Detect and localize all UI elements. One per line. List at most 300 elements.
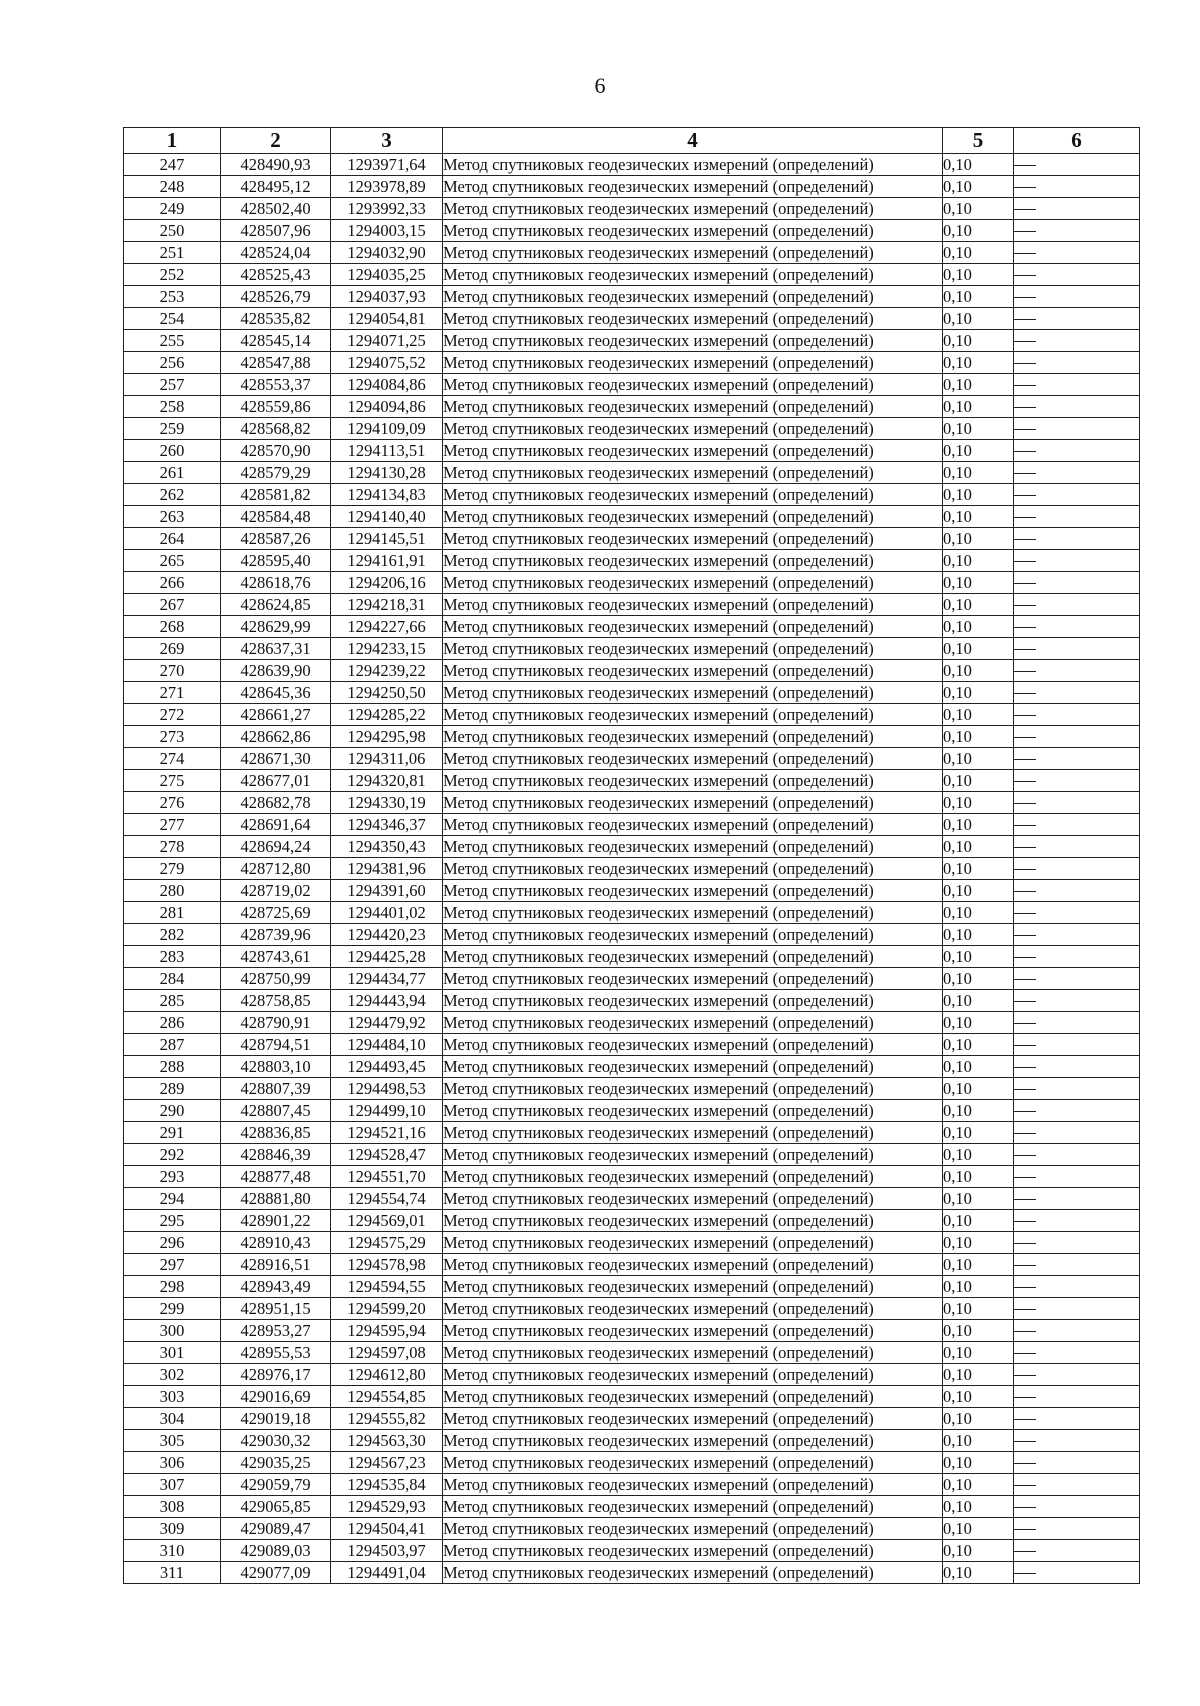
dash-mark — [1014, 1331, 1036, 1332]
point-number-cell: 250 — [124, 220, 221, 242]
empty-dash-cell — [1014, 242, 1140, 264]
table-row — [124, 880, 1140, 902]
method-cell: Метод спутниковых геодезических измерений (определений) — [443, 550, 943, 572]
precision-cell: 0,10 — [943, 726, 1014, 748]
precision-cell: 0,10 — [943, 1364, 1014, 1386]
table-row — [124, 682, 1140, 704]
dash-mark — [1014, 561, 1036, 562]
table-row — [124, 1276, 1140, 1298]
method-cell: Метод спутниковых геодезических измерений (определений) — [443, 572, 943, 594]
point-number-cell: 285 — [124, 990, 221, 1012]
table-row — [124, 902, 1140, 924]
precision-cell: 0,10 — [943, 682, 1014, 704]
precision-cell: 0,10 — [943, 1298, 1014, 1320]
precision-cell: 0,10 — [943, 484, 1014, 506]
dash-mark — [1014, 1397, 1036, 1398]
x-coordinate-cell: 428739,96 — [221, 924, 331, 946]
x-coordinate-cell: 428584,48 — [221, 506, 331, 528]
precision-cell: 0,10 — [943, 330, 1014, 352]
empty-dash-cell — [1014, 1342, 1140, 1364]
x-coordinate-cell: 428677,01 — [221, 770, 331, 792]
table-row — [124, 968, 1140, 990]
y-coordinate-cell: 1294434,77 — [331, 968, 443, 990]
precision-cell: 0,10 — [943, 814, 1014, 836]
method-cell: Метод спутниковых геодезических измерений (определений) — [443, 594, 943, 616]
dash-mark — [1014, 825, 1036, 826]
x-coordinate-cell: 428671,30 — [221, 748, 331, 770]
dash-mark — [1014, 165, 1036, 166]
y-coordinate-cell: 1294145,51 — [331, 528, 443, 550]
method-cell: Метод спутниковых геодезических измерений (определений) — [443, 1474, 943, 1496]
x-coordinate-cell: 428794,51 — [221, 1034, 331, 1056]
point-number-cell: 308 — [124, 1496, 221, 1518]
precision-cell: 0,10 — [943, 528, 1014, 550]
table-row — [124, 748, 1140, 770]
column-header: 5 — [943, 128, 1014, 154]
point-number-cell: 253 — [124, 286, 221, 308]
y-coordinate-cell: 1294535,84 — [331, 1474, 443, 1496]
precision-cell: 0,10 — [943, 242, 1014, 264]
empty-dash-cell — [1014, 638, 1140, 660]
empty-dash-cell — [1014, 220, 1140, 242]
table-row — [124, 374, 1140, 396]
y-coordinate-cell: 1294381,96 — [331, 858, 443, 880]
x-coordinate-cell: 428595,40 — [221, 550, 331, 572]
x-coordinate-cell: 428624,85 — [221, 594, 331, 616]
table-row — [124, 1166, 1140, 1188]
empty-dash-cell — [1014, 1254, 1140, 1276]
method-cell: Метод спутниковых геодезических измерений (определений) — [443, 748, 943, 770]
x-coordinate-cell: 428976,17 — [221, 1364, 331, 1386]
method-cell: Метод спутниковых геодезических измерений (определений) — [443, 1078, 943, 1100]
y-coordinate-cell: 1294003,15 — [331, 220, 443, 242]
table-row — [124, 286, 1140, 308]
method-cell: Метод спутниковых геодезических измерений (определений) — [443, 484, 943, 506]
dash-mark — [1014, 1001, 1036, 1002]
empty-dash-cell — [1014, 572, 1140, 594]
dash-mark — [1014, 583, 1036, 584]
y-coordinate-cell: 1294597,08 — [331, 1342, 443, 1364]
table-row — [124, 726, 1140, 748]
method-cell: Метод спутниковых геодезических измерений (определений) — [443, 528, 943, 550]
method-cell: Метод спутниковых геодезических измерений (определений) — [443, 308, 943, 330]
precision-cell: 0,10 — [943, 374, 1014, 396]
precision-cell: 0,10 — [943, 1408, 1014, 1430]
method-cell: Метод спутниковых геодезических измерений (определений) — [443, 990, 943, 1012]
table-row — [124, 792, 1140, 814]
dash-mark — [1014, 1375, 1036, 1376]
method-cell: Метод спутниковых геодезических измерений (определений) — [443, 198, 943, 220]
point-number-cell: 270 — [124, 660, 221, 682]
point-number-cell: 292 — [124, 1144, 221, 1166]
empty-dash-cell — [1014, 1386, 1140, 1408]
y-coordinate-cell: 1294330,19 — [331, 792, 443, 814]
table-row — [124, 814, 1140, 836]
y-coordinate-cell: 1294071,25 — [331, 330, 443, 352]
method-cell: Метод спутниковых геодезических измерений (определений) — [443, 1144, 943, 1166]
y-coordinate-cell: 1294491,04 — [331, 1562, 443, 1584]
point-number-cell: 288 — [124, 1056, 221, 1078]
method-cell: Метод спутниковых геодезических измерений (определений) — [443, 704, 943, 726]
column-header: 6 — [1014, 128, 1140, 154]
precision-cell: 0,10 — [943, 1496, 1014, 1518]
x-coordinate-cell: 428803,10 — [221, 1056, 331, 1078]
precision-cell: 0,10 — [943, 1342, 1014, 1364]
x-coordinate-cell: 428662,86 — [221, 726, 331, 748]
method-cell: Метод спутниковых геодезических измерений (определений) — [443, 1562, 943, 1584]
table-row — [124, 1210, 1140, 1232]
x-coordinate-cell: 429030,32 — [221, 1430, 331, 1452]
x-coordinate-cell: 428661,27 — [221, 704, 331, 726]
empty-dash-cell — [1014, 528, 1140, 550]
point-number-cell: 306 — [124, 1452, 221, 1474]
dash-mark — [1014, 187, 1036, 188]
method-cell: Метод спутниковых геодезических измерений (определений) — [443, 1386, 943, 1408]
point-number-cell: 271 — [124, 682, 221, 704]
x-coordinate-cell: 428877,48 — [221, 1166, 331, 1188]
empty-dash-cell — [1014, 1452, 1140, 1474]
empty-dash-cell — [1014, 616, 1140, 638]
method-cell: Метод спутниковых геодезических измерений (определений) — [443, 1430, 943, 1452]
table-row — [124, 990, 1140, 1012]
table-row — [124, 176, 1140, 198]
empty-dash-cell — [1014, 308, 1140, 330]
table-row — [124, 1254, 1140, 1276]
point-number-cell: 297 — [124, 1254, 221, 1276]
x-coordinate-cell: 428955,53 — [221, 1342, 331, 1364]
column-header: 4 — [443, 128, 943, 154]
table-row — [124, 198, 1140, 220]
point-number-cell: 249 — [124, 198, 221, 220]
table-row — [124, 638, 1140, 660]
x-coordinate-cell: 428807,45 — [221, 1100, 331, 1122]
empty-dash-cell — [1014, 924, 1140, 946]
point-number-cell: 256 — [124, 352, 221, 374]
method-cell: Метод спутниковых геодезических измерений (определений) — [443, 946, 943, 968]
x-coordinate-cell: 428712,80 — [221, 858, 331, 880]
y-coordinate-cell: 1294075,52 — [331, 352, 443, 374]
precision-cell: 0,10 — [943, 1562, 1014, 1584]
x-coordinate-cell: 428629,99 — [221, 616, 331, 638]
point-number-cell: 274 — [124, 748, 221, 770]
method-cell: Метод спутниковых геодезических измерений (определений) — [443, 836, 943, 858]
method-cell: Метод спутниковых геодезических измерений (определений) — [443, 1540, 943, 1562]
y-coordinate-cell: 1294320,81 — [331, 770, 443, 792]
x-coordinate-cell: 429077,09 — [221, 1562, 331, 1584]
dash-mark — [1014, 1199, 1036, 1200]
point-number-cell: 298 — [124, 1276, 221, 1298]
precision-cell: 0,10 — [943, 1166, 1014, 1188]
y-coordinate-cell: 1294054,81 — [331, 308, 443, 330]
method-cell: Метод спутниковых геодезических измерений (определений) — [443, 1210, 943, 1232]
method-cell: Метод спутниковых геодезических измерений (определений) — [443, 638, 943, 660]
point-number-cell: 309 — [124, 1518, 221, 1540]
point-number-cell: 284 — [124, 968, 221, 990]
y-coordinate-cell: 1294499,10 — [331, 1100, 443, 1122]
x-coordinate-cell: 428526,79 — [221, 286, 331, 308]
x-coordinate-cell: 428790,91 — [221, 1012, 331, 1034]
empty-dash-cell — [1014, 352, 1140, 374]
precision-cell: 0,10 — [943, 858, 1014, 880]
method-cell: Метод спутниковых геодезических измерений (определений) — [443, 682, 943, 704]
dash-mark — [1014, 1529, 1036, 1530]
empty-dash-cell — [1014, 704, 1140, 726]
method-cell: Метод спутниковых геодезических измерений (определений) — [443, 1254, 943, 1276]
point-number-cell: 276 — [124, 792, 221, 814]
empty-dash-cell — [1014, 990, 1140, 1012]
method-cell: Метод спутниковых геодезических измерений (определений) — [443, 1452, 943, 1474]
y-coordinate-cell: 1294529,93 — [331, 1496, 443, 1518]
precision-cell: 0,10 — [943, 836, 1014, 858]
dash-mark — [1014, 1441, 1036, 1442]
table-row — [124, 484, 1140, 506]
precision-cell: 0,10 — [943, 440, 1014, 462]
x-coordinate-cell: 428743,61 — [221, 946, 331, 968]
empty-dash-cell — [1014, 748, 1140, 770]
dash-mark — [1014, 231, 1036, 232]
precision-cell: 0,10 — [943, 792, 1014, 814]
dash-mark — [1014, 913, 1036, 914]
method-cell: Метод спутниковых геодезических измерений (определений) — [443, 880, 943, 902]
dash-mark — [1014, 319, 1036, 320]
method-cell: Метод спутниковых геодезических измерений (определений) — [443, 1166, 943, 1188]
x-coordinate-cell: 428524,04 — [221, 242, 331, 264]
table-row — [124, 1144, 1140, 1166]
dash-mark — [1014, 1111, 1036, 1112]
empty-dash-cell — [1014, 1078, 1140, 1100]
method-cell: Метод спутниковых геодезических измерений (определений) — [443, 330, 943, 352]
y-coordinate-cell: 1294094,86 — [331, 396, 443, 418]
y-coordinate-cell: 1294161,91 — [331, 550, 443, 572]
point-number-cell: 267 — [124, 594, 221, 616]
method-cell: Метод спутниковых геодезических измерений (определений) — [443, 1298, 943, 1320]
method-cell: Метод спутниковых геодезических измерений (определений) — [443, 660, 943, 682]
point-number-cell: 269 — [124, 638, 221, 660]
x-coordinate-cell: 428547,88 — [221, 352, 331, 374]
y-coordinate-cell: 1294554,74 — [331, 1188, 443, 1210]
x-coordinate-cell: 428951,15 — [221, 1298, 331, 1320]
dash-mark — [1014, 605, 1036, 606]
precision-cell: 0,10 — [943, 1012, 1014, 1034]
y-coordinate-cell: 1294484,10 — [331, 1034, 443, 1056]
point-number-cell: 273 — [124, 726, 221, 748]
method-cell: Метод спутниковых геодезических измерений (определений) — [443, 858, 943, 880]
dash-mark — [1014, 1133, 1036, 1134]
x-coordinate-cell: 428553,37 — [221, 374, 331, 396]
x-coordinate-cell: 428581,82 — [221, 484, 331, 506]
dash-mark — [1014, 1551, 1036, 1552]
empty-dash-cell — [1014, 1430, 1140, 1452]
table-row — [124, 506, 1140, 528]
empty-dash-cell — [1014, 792, 1140, 814]
y-coordinate-cell: 1294575,29 — [331, 1232, 443, 1254]
x-coordinate-cell: 428901,22 — [221, 1210, 331, 1232]
point-number-cell: 311 — [124, 1562, 221, 1584]
precision-cell: 0,10 — [943, 352, 1014, 374]
y-coordinate-cell: 1294134,83 — [331, 484, 443, 506]
y-coordinate-cell: 1294295,98 — [331, 726, 443, 748]
x-coordinate-cell: 428682,78 — [221, 792, 331, 814]
empty-dash-cell — [1014, 418, 1140, 440]
precision-cell: 0,10 — [943, 594, 1014, 616]
dash-mark — [1014, 517, 1036, 518]
method-cell: Метод спутниковых геодезических измерений (определений) — [443, 1232, 943, 1254]
y-coordinate-cell: 1294113,51 — [331, 440, 443, 462]
empty-dash-cell — [1014, 968, 1140, 990]
y-coordinate-cell: 1294599,20 — [331, 1298, 443, 1320]
table-row — [124, 1320, 1140, 1342]
dash-mark — [1014, 495, 1036, 496]
precision-cell: 0,10 — [943, 176, 1014, 198]
table-row — [124, 1188, 1140, 1210]
table-row — [124, 1540, 1140, 1562]
empty-dash-cell — [1014, 1210, 1140, 1232]
table-row — [124, 1078, 1140, 1100]
x-coordinate-cell: 428846,39 — [221, 1144, 331, 1166]
y-coordinate-cell: 1294504,41 — [331, 1518, 443, 1540]
table-row — [124, 616, 1140, 638]
point-number-cell: 307 — [124, 1474, 221, 1496]
table-row — [124, 1386, 1140, 1408]
x-coordinate-cell: 428881,80 — [221, 1188, 331, 1210]
point-number-cell: 265 — [124, 550, 221, 572]
dash-mark — [1014, 1419, 1036, 1420]
method-cell: Метод спутниковых геодезических измерений (определений) — [443, 352, 943, 374]
dash-mark — [1014, 693, 1036, 694]
method-cell: Метод спутниковых геодезических измерений (определений) — [443, 1320, 943, 1342]
method-cell: Метод спутниковых геодезических измерений (определений) — [443, 462, 943, 484]
table-row — [124, 704, 1140, 726]
dash-mark — [1014, 407, 1036, 408]
point-number-cell: 303 — [124, 1386, 221, 1408]
precision-cell: 0,10 — [943, 704, 1014, 726]
table-row — [124, 858, 1140, 880]
dash-mark — [1014, 869, 1036, 870]
y-coordinate-cell: 1294250,50 — [331, 682, 443, 704]
method-cell: Метод спутниковых геодезических измерений (определений) — [443, 264, 943, 286]
x-coordinate-cell: 428694,24 — [221, 836, 331, 858]
point-number-cell: 248 — [124, 176, 221, 198]
y-coordinate-cell: 1294233,15 — [331, 638, 443, 660]
point-number-cell: 275 — [124, 770, 221, 792]
y-coordinate-cell: 1294425,28 — [331, 946, 443, 968]
table-row — [124, 1012, 1140, 1034]
empty-dash-cell — [1014, 1408, 1140, 1430]
precision-cell: 0,10 — [943, 1188, 1014, 1210]
y-coordinate-cell: 1294594,55 — [331, 1276, 443, 1298]
table-row — [124, 1452, 1140, 1474]
x-coordinate-cell: 428570,90 — [221, 440, 331, 462]
x-coordinate-cell: 428525,43 — [221, 264, 331, 286]
empty-dash-cell — [1014, 1298, 1140, 1320]
x-coordinate-cell: 429065,85 — [221, 1496, 331, 1518]
point-number-cell: 261 — [124, 462, 221, 484]
precision-cell: 0,10 — [943, 748, 1014, 770]
x-coordinate-cell: 428645,36 — [221, 682, 331, 704]
table-body — [124, 154, 1140, 1584]
empty-dash-cell — [1014, 770, 1140, 792]
point-number-cell: 304 — [124, 1408, 221, 1430]
table-row — [124, 154, 1140, 176]
dash-mark — [1014, 737, 1036, 738]
precision-cell: 0,10 — [943, 462, 1014, 484]
method-cell: Метод спутниковых геодезических измерений (определений) — [443, 924, 943, 946]
table-row — [124, 352, 1140, 374]
method-cell: Метод спутниковых геодезических измерений (определений) — [443, 1342, 943, 1364]
method-cell: Метод спутниковых геодезических измерений (определений) — [443, 814, 943, 836]
table-row — [124, 418, 1140, 440]
point-number-cell: 300 — [124, 1320, 221, 1342]
table-header-row — [124, 128, 1140, 154]
precision-cell: 0,10 — [943, 946, 1014, 968]
y-coordinate-cell: 1294595,94 — [331, 1320, 443, 1342]
point-number-cell: 268 — [124, 616, 221, 638]
y-coordinate-cell: 1294109,09 — [331, 418, 443, 440]
x-coordinate-cell: 428568,82 — [221, 418, 331, 440]
precision-cell: 0,10 — [943, 1056, 1014, 1078]
empty-dash-cell — [1014, 1474, 1140, 1496]
dash-mark — [1014, 979, 1036, 980]
empty-dash-cell — [1014, 330, 1140, 352]
empty-dash-cell — [1014, 594, 1140, 616]
dash-mark — [1014, 429, 1036, 430]
x-coordinate-cell: 428579,29 — [221, 462, 331, 484]
empty-dash-cell — [1014, 660, 1140, 682]
y-coordinate-cell: 1294311,06 — [331, 748, 443, 770]
method-cell: Метод спутниковых геодезических измерений (определений) — [443, 902, 943, 924]
precision-cell: 0,10 — [943, 638, 1014, 660]
point-number-cell: 258 — [124, 396, 221, 418]
empty-dash-cell — [1014, 440, 1140, 462]
dash-mark — [1014, 209, 1036, 210]
y-coordinate-cell: 1294032,90 — [331, 242, 443, 264]
y-coordinate-cell: 1294346,37 — [331, 814, 443, 836]
method-cell: Метод спутниковых геодезических измерений (определений) — [443, 286, 943, 308]
x-coordinate-cell: 428490,93 — [221, 154, 331, 176]
y-coordinate-cell: 1294528,47 — [331, 1144, 443, 1166]
x-coordinate-cell: 428750,99 — [221, 968, 331, 990]
empty-dash-cell — [1014, 814, 1140, 836]
dash-mark — [1014, 1023, 1036, 1024]
table-row — [124, 660, 1140, 682]
dash-mark — [1014, 649, 1036, 650]
y-coordinate-cell: 1294578,98 — [331, 1254, 443, 1276]
table-row — [124, 1342, 1140, 1364]
empty-dash-cell — [1014, 374, 1140, 396]
dash-mark — [1014, 1221, 1036, 1222]
dash-mark — [1014, 1265, 1036, 1266]
point-number-cell: 299 — [124, 1298, 221, 1320]
x-coordinate-cell: 429089,47 — [221, 1518, 331, 1540]
dash-mark — [1014, 1155, 1036, 1156]
table-row — [124, 440, 1140, 462]
precision-cell: 0,10 — [943, 550, 1014, 572]
table-row — [124, 330, 1140, 352]
y-coordinate-cell: 1294130,28 — [331, 462, 443, 484]
y-coordinate-cell: 1294498,53 — [331, 1078, 443, 1100]
point-number-cell: 286 — [124, 1012, 221, 1034]
x-coordinate-cell: 428943,49 — [221, 1276, 331, 1298]
y-coordinate-cell: 1294420,23 — [331, 924, 443, 946]
page-number: 6 — [594, 73, 606, 98]
empty-dash-cell — [1014, 1122, 1140, 1144]
point-number-cell: 252 — [124, 264, 221, 286]
method-cell: Метод спутниковых геодезических измерений (определений) — [443, 418, 943, 440]
dash-mark — [1014, 627, 1036, 628]
empty-dash-cell — [1014, 462, 1140, 484]
point-number-cell: 283 — [124, 946, 221, 968]
point-number-cell: 302 — [124, 1364, 221, 1386]
